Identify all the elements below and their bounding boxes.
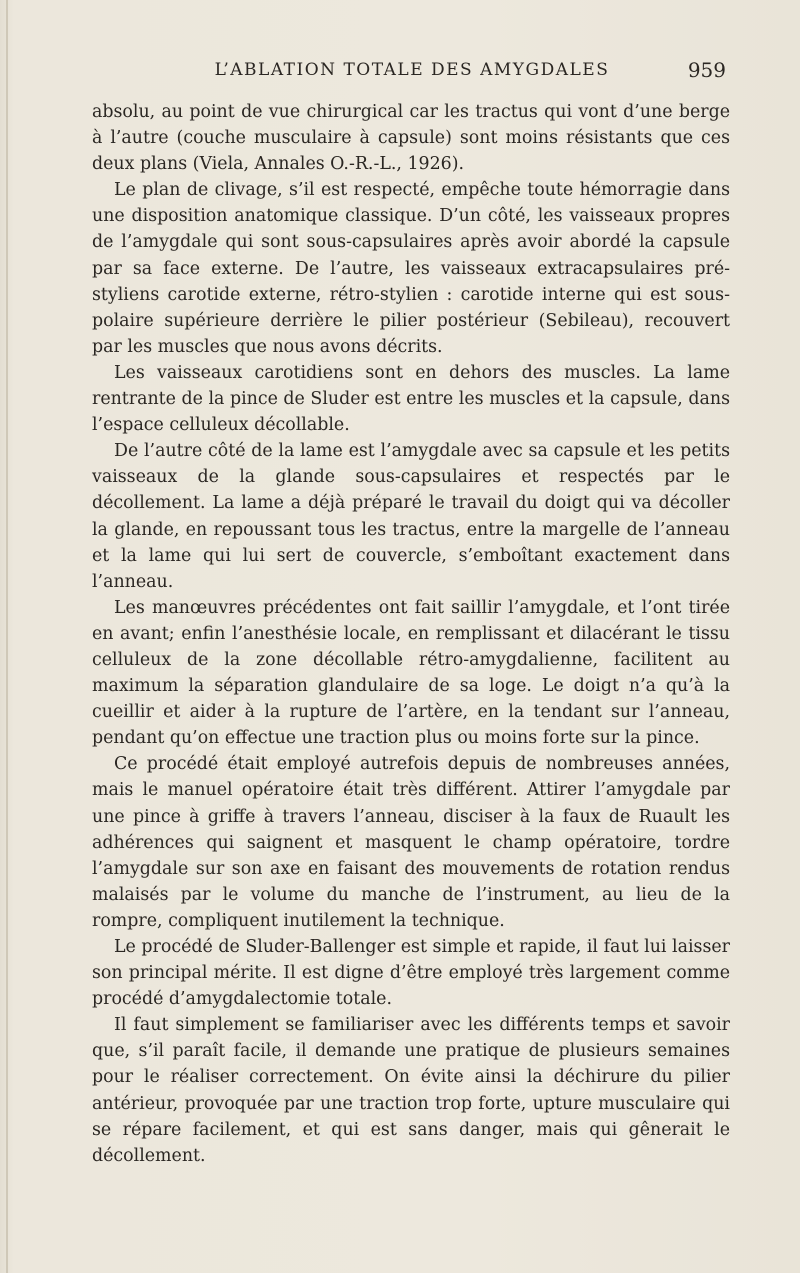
page-binding-edge: [6, 0, 8, 1273]
paragraph: Le procédé de Sluder-Ballenger est simple et rapide, il faut lui laisser son principal mérite. Il est digne d’être employé très largement comme procédé d’amygdalectomie totale.: [92, 937, 730, 1010]
paragraph: De l’autre côté de la lame est l’amygdale avec sa capsule et les petits vaisseaux de la glande sous-capsulaires et respectés par le décollement. La lame a déjà préparé le travail du doigt qui va décoller la glande, en repoussant tous les tractus, entre la margelle de l’anneau et la lame qui lui sert de couvercle, s’emboîtant exactement dans l’anneau.: [92, 441, 730, 592]
paragraph: Les vaisseaux carotidiens sont en dehors des muscles. La lame rentrante de la pince de Sluder est entre les muscles et la capsule, dans l’espace celluleux décollable.: [92, 362, 730, 436]
running-title: L’ABLATION TOTALE DES AMYGDALES: [214, 60, 610, 80]
page-number: 959: [687, 58, 726, 82]
paragraph: Ce procédé était employé autrefois depuis de nombreuses années, mais le manuel opératoire était très différent. Attirer l’amygdale par une pince à griffe à travers l’anneau, disciser à la faux de Ruault les adhérences qui saignent et masquent le champ opératoire, tordre l’amygdale sur son axe en faisant des mouvements de rotation rendus malaisés par le volume du manche de l’instrument, au lieu de la rompre, compliquent inutilement la technique.: [92, 754, 730, 931]
paragraph: absolu, au point de vue chirurgical car les tractus qui vont d’une berge à l’autre (couche musculaire à capsule) sont moins résistants que ces deux plans (Viela, Annales O.-R.-L., 1926).: [92, 102, 730, 175]
paragraph: Les manœuvres précédentes ont fait saillir l’amygdale, et l’ont tirée en avant; enfin l’anesthésie locale, en remplissant et dilacérant le tissu celluleux de la zone décollable rétro-amygdalienne, facilitent au maximum la séparation glandulaire de sa loge. Le doigt n’a qu’à la cueillir et aider à la rupture de l’artère, en la tendant sur l’anneau, pendant qu’on effectue une traction plus ou moins forte sur la pince.: [92, 597, 730, 749]
body-text: [92, 99, 730, 1169]
running-header: [92, 60, 732, 90]
paragraph: Il faut simplement se familiariser avec les différents temps et savoir que, s’il paraît facile, il demande une pratique de plusieurs semaines pour le réaliser correctement. On évite ainsi la déchirure du pilier antérieur, provoquée par une traction trop forte, upture musculaire qui se répare facilement, et qui est sans danger, mais qui gênerait le décollement.: [92, 1015, 730, 1166]
paragraph: Le plan de clivage, s’il est respecté, empêche toute hémorragie dans une disposition anatomique classique. D’un côté, les vaisseaux propres de l’amygdale qui sont sous-capsulaires après avoir abordé la capsule par sa face externe. De l’autre, les vaisseaux extracapsulaires pré-styliens carotide externe, rétro-stylien : carotide interne qui est sous-polaire supérieure derrière le pilier postérieur (Sebileau), recouvert par les muscles que nous avons décrits.: [92, 180, 730, 357]
